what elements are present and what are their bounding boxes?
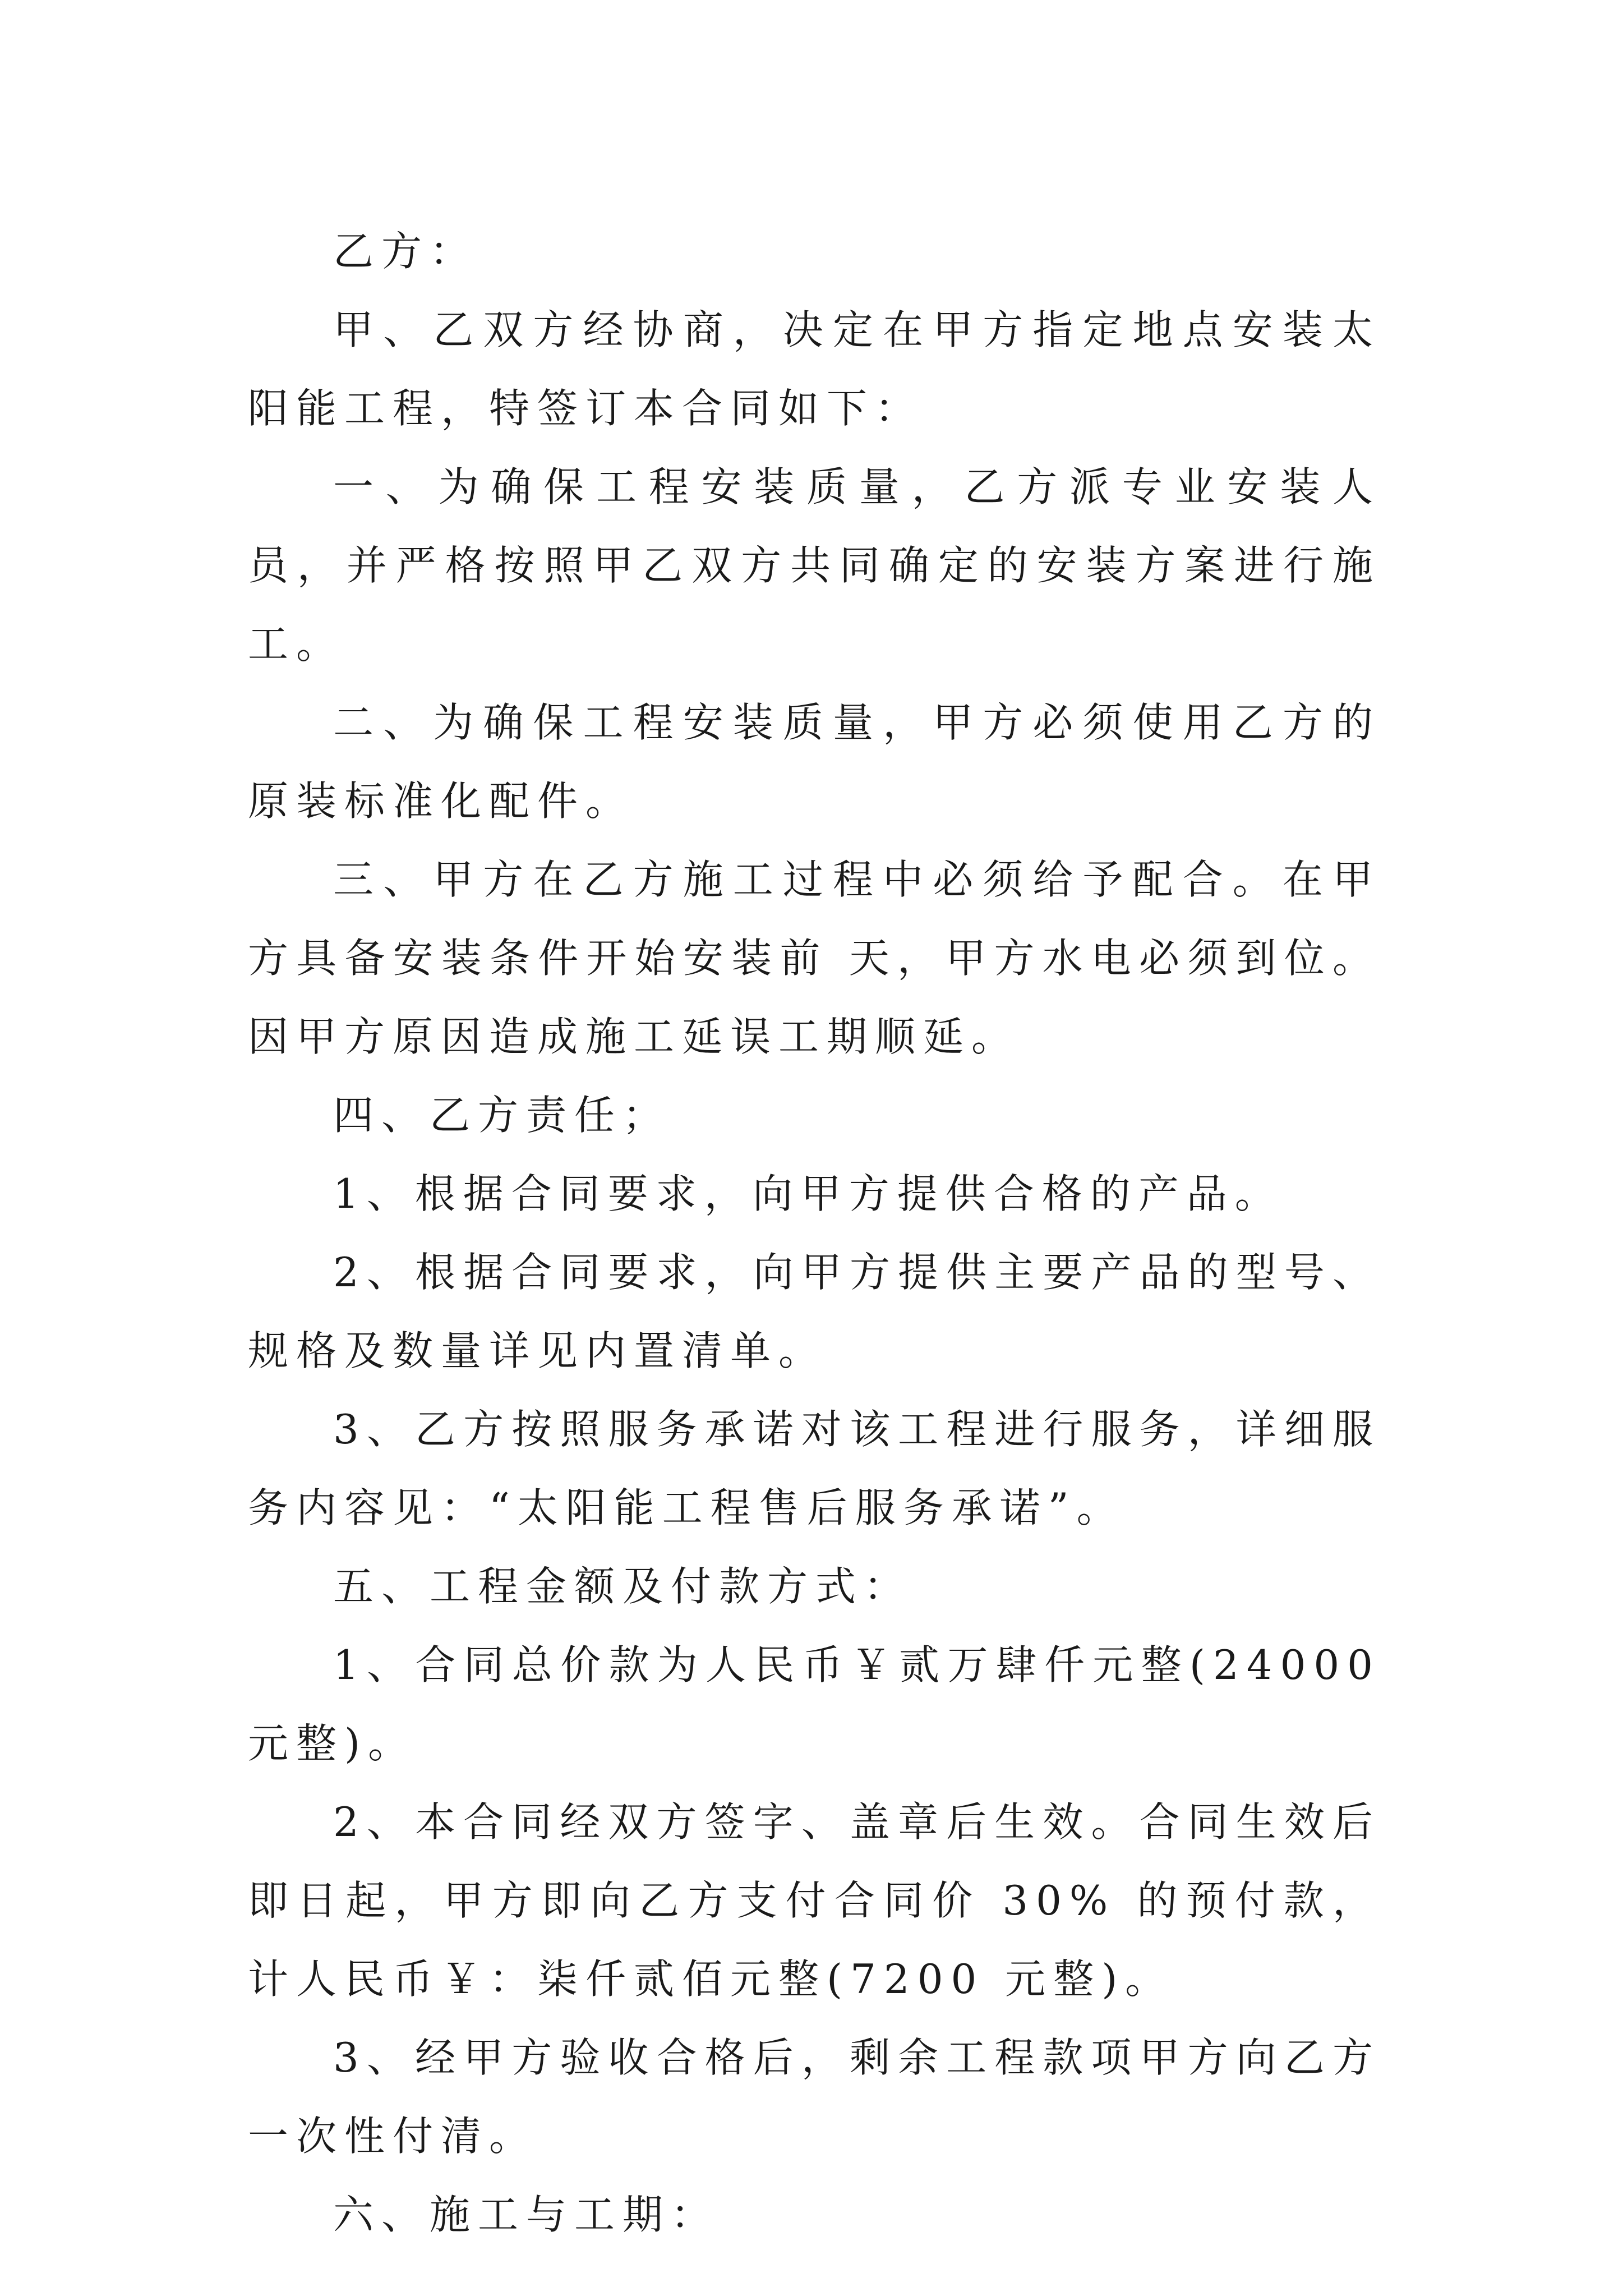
contract-body bbox=[248, 212, 1381, 2254]
clause-1: 一、为确保工程安装质量，乙方派专业安装人员，并严格按照甲乙双方共同确定的安装方案进行施工。 bbox=[248, 463, 1381, 668]
section-5-item-2: 2、本合同经双方签字、盖章后生效。合同生效后即日起，甲方即向乙方支付合同价 30% 的预付款，计人民币￥：柒仟贰佰元整(7200 元整)。 bbox=[248, 1798, 1381, 2003]
clause-2: 二、为确保工程安装质量，甲方必须使用乙方的原装标准化配件。 bbox=[248, 699, 1381, 825]
section-5-item-1: 1、合同总价款为人民币￥贰万肆仟元整(24000 元整)。 bbox=[248, 1641, 1381, 1767]
section-5-item-3: 3、经甲方验收合格后，剩余工程款项甲方向乙方一次性付清。 bbox=[248, 2034, 1381, 2160]
intro-paragraph: 甲、乙双方经协商，决定在甲方指定地点安装太阳能工程，特签订本合同如下： bbox=[248, 306, 1381, 432]
section-6-heading: 六、施工与工期： bbox=[333, 2191, 720, 2238]
section-4-item-2: 2、根据合同要求，向甲方提供主要产品的型号、规格及数量详见内置清单。 bbox=[248, 1249, 1381, 1374]
section-5-heading: 五、工程金额及付款方式： bbox=[333, 1563, 912, 1610]
party-b-line: 乙方： bbox=[333, 228, 478, 275]
section-4-heading: 四、乙方责任； bbox=[333, 1092, 671, 1139]
section-4-item-3: 3、乙方按照服务承诺对该工程进行服务，详细服务内容见：“太阳能工程售后服务承诺”。 bbox=[248, 1406, 1381, 1531]
section-4-item-1: 1、根据合同要求，向甲方提供合格的产品。 bbox=[333, 1170, 1283, 1217]
clause-3: 三、甲方在乙方施工过程中必须给予配合。在甲方具备安装条件开始安装前 天，甲方水电必须到位。因甲方原因造成施工延误工期顺延。 bbox=[248, 856, 1381, 1060]
